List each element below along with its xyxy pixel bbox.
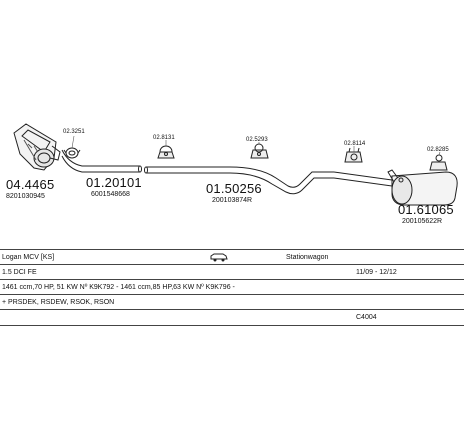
part-ref-front-pipe: 6001548668	[91, 191, 130, 198]
rear-silencer	[334, 170, 457, 205]
part-number-rear-silencer: 01.61065	[398, 202, 454, 217]
part-number-rear-clamp: 02.8285	[427, 147, 449, 153]
dates-cell: 11/09 - 12/12	[356, 269, 397, 276]
part-number-front-pipe: 01.20101	[86, 175, 142, 190]
table-row	[0, 249, 464, 265]
table-row	[0, 264, 464, 280]
part-ref-rear-silencer: 200105622R	[402, 218, 443, 225]
specs-cell: 1461 ccm,70 HP, 51 KW Nº K9K792 - 1461 ccm,85 HP,63 KW Nº K9K796 -	[2, 284, 235, 291]
model-cell: Logan MCV [KS]	[2, 254, 55, 261]
part-number-clamp-2: 02.8114	[344, 141, 366, 147]
code-cell: C4004	[356, 314, 377, 321]
catalytic-converter	[14, 124, 60, 170]
table-row	[0, 309, 464, 326]
part-number-catalytic-converter: 04.4465	[6, 177, 55, 192]
front-pipe	[62, 150, 142, 172]
part-number-clamp-1: 02.3251	[63, 129, 85, 135]
rear-clamp	[430, 155, 447, 170]
part-number-hanger-1: 02.8131	[153, 135, 175, 141]
part-ref-middle-pipe: 200103874R	[212, 197, 253, 204]
rubber-hanger-1	[158, 146, 174, 158]
part-ref-catalytic-converter: 8201030945	[6, 193, 45, 200]
car-wagon-icon	[210, 252, 228, 264]
part-number-hanger-2: 02.5293	[246, 137, 268, 143]
table-row	[0, 279, 464, 295]
clamp-2	[345, 148, 362, 162]
engine-cell: 1.5 DCI FE	[2, 269, 37, 276]
part-number-middle-pipe: 01.50256	[206, 181, 262, 196]
table-row	[0, 294, 464, 310]
body-type-cell: Stationwagon	[286, 254, 329, 261]
rubber-hanger-2	[251, 144, 268, 158]
notes-cell: + PRSDEK, RSDEW, RSOK, RSON	[2, 299, 115, 306]
